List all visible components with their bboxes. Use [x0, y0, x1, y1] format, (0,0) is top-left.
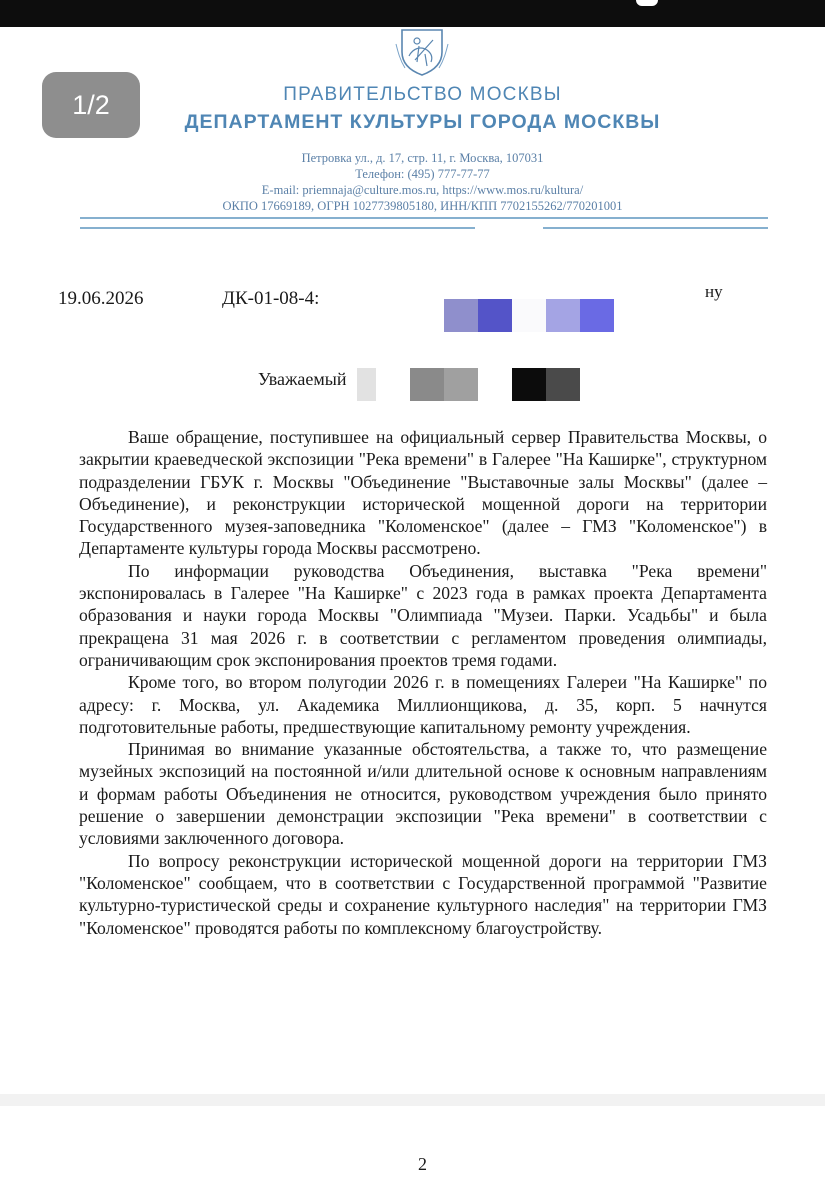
org-address: Петровка ул., д. 17, стр. 11, г. Москва, 107031	[301, 151, 544, 165]
letterhead-divider-top	[80, 217, 768, 219]
letter-paragraph: По вопросу реконструкции исторической мощенной дороги на территории ГМЗ "Коломенское" сообщаем, что в соответствии с Государственной программой "Развитие культурно-туристической среды и сохранение культурного наследия" на территории ГМЗ "Коломенское" проводятся работы по комплексному благоустройству.	[79, 850, 767, 938]
letter-body	[79, 426, 767, 939]
letter-number: ДК-01-08-4:	[222, 288, 320, 309]
page-indicator-badge: 1/2	[42, 72, 140, 138]
letter-date: 19.06.2026	[58, 288, 144, 309]
letterhead-divider-left	[80, 227, 475, 229]
moscow-coat-of-arms-icon	[393, 26, 451, 76]
page-number: 2	[418, 1154, 427, 1174]
page-separator	[0, 1094, 825, 1106]
org-phone: Телефон: (495) 777-77-77	[355, 167, 490, 181]
org-title-government: ПРАВИТЕЛЬСТВО МОСКВЫ	[283, 84, 562, 105]
letter-paragraph: Ваше обращение, поступившее на официальный сервер Правительства Москвы, о закрытии краеведческой экспозиции "Река времени" в Галерее "На Каширке", структурном подразделении ГБУК г. Москвы "Объединение "Выставочные залы Москвы" (далее – Объединение), и реконструкции исторической мощенной дороги на территории Государственного музея-заповедника "Коломенское" (далее – ГМЗ "Коломенское") в Департаменте культуры города Москвы рассмотрено.	[79, 427, 767, 559]
org-title-department: ДЕПАРТАМЕНТ КУЛЬТУРЫ ГОРОДА МОСКВЫ	[184, 111, 661, 133]
greeting: Уважаемый	[258, 369, 347, 389]
letter-paragraph: Принимая во внимание указанные обстоятельства, а также то, что размещение музейных экспозиций на постоянной и/или длительной основе к основным направлениям и формам работы Объединения не относится, руководством учреждения было принято решение о завершении демонстрации экспозиции "Река времени" в соответствии с условиями заключенного договора.	[79, 739, 767, 849]
status-bar	[0, 0, 825, 27]
status-bar-indicator	[636, 0, 658, 6]
letter-paragraph: Кроме того, во втором полугодии 2026 г. в помещениях Галереи "На Каширке" по адресу: г. Москва, ул. Академика Миллионщикова, д. 35, корп. 5 начнутся подготовительные работы, предшествующие капитальному ремонту учреждения.	[79, 672, 767, 737]
letterhead-divider-right	[543, 227, 768, 229]
org-email: E-mail: priemnaja@culture.mos.ru, https://www.mos.ru/kultura/	[261, 183, 584, 197]
recipient-fragment: ну	[705, 282, 723, 301]
letter-paragraph: По информации руководства Объединения, выставка "Река времени" экспонировалась в Галерее "На Каширке" с 2023 года в рамках проекта Департамента образования и науки города Москвы "Олимпиада "Музеи. Парки. Усадьбы" и была прекращена 31 мая 2026 г. в соответствии с регламентом проведения олимпиады, ограничивающим срок экспонирования проектов тремя годами.	[79, 560, 767, 670]
org-codes: ОКПО 17669189, ОГРН 1027739805180, ИНН/КПП 7702155262/770201001	[222, 199, 623, 213]
